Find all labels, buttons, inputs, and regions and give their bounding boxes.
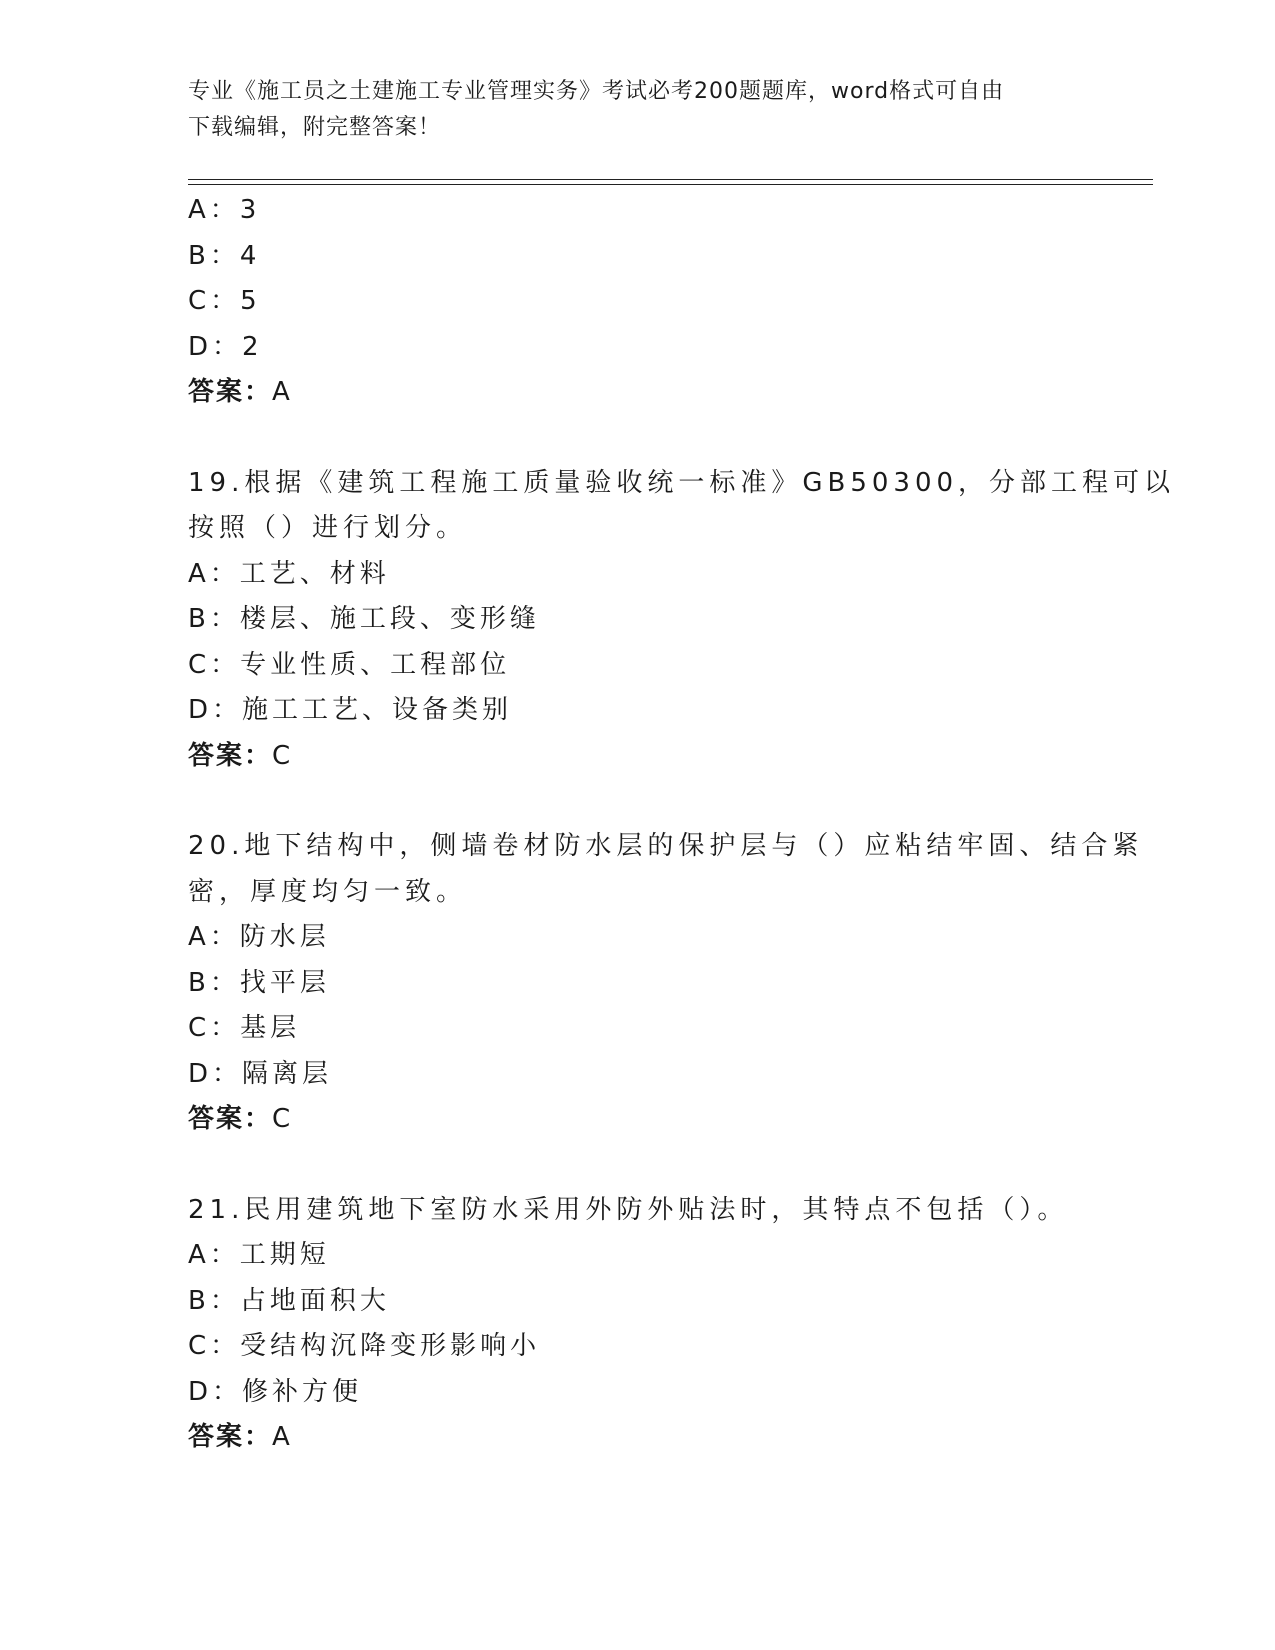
option-d: D：施工工艺、设备类别 [188,695,513,725]
option-a: A：工艺、材料 [188,558,390,589]
header-divider-top [188,179,1153,180]
answer-label: 答案： [188,1422,273,1452]
question-stem-line-2: 按照（）进行划分。 [188,513,468,543]
answer-label: 答案： [188,740,273,771]
header-line-2: 下载编辑，附完整答案！ [188,115,442,140]
option-c: C：5 [188,286,261,316]
answer-label: 答案： [188,1104,273,1134]
answer-line [188,1415,1148,1461]
answer-label: 答案： [188,377,273,407]
question-20 [188,824,1148,1143]
answer-value: A [272,377,291,407]
question-stem-line-1: 21.民用建筑地下室防水采用外防外贴法时，其特点不包括（）。 [188,1194,1069,1225]
question-18 [188,188,1148,416]
answer-line [188,1097,1148,1143]
question-spacer [188,1143,1148,1188]
answer-value: C [272,740,292,771]
answer-line [188,734,1148,780]
option-b: B：找平层 [188,967,330,998]
answer-line [188,370,1148,416]
document-header [188,74,1088,146]
question-stem-line-1: 19.根据《建筑工程施工质量验收统一标准》GB50300，分部工程可以 [188,467,1176,498]
answer-value: A [272,1422,291,1452]
question-21 [188,1188,1148,1461]
question-stem-line-1: 20.地下结构中，侧墙卷材防水层的保护层与（）应粘结牢固、结合紧 [188,831,1144,861]
option-c: C：专业性质、工程部位 [188,649,511,680]
header-divider-bottom [188,184,1153,185]
option-c: C：受结构沉降变形影响小 [188,1331,541,1361]
option-d: D：隔离层 [188,1058,333,1089]
option-a: A：工期短 [188,1240,330,1270]
question-spacer [188,416,1148,461]
header-line-1: 专业《施工员之土建施工专业管理实务》考试必考200题题库，word格式可自由 [188,79,1005,104]
question-stem-line-2: 密，厚度均匀一致。 [188,876,468,907]
answer-value: C [272,1104,292,1134]
question-19 [188,461,1176,780]
option-a: A：3 [188,195,261,225]
option-b: B：4 [188,240,261,271]
option-d: D：修补方便 [188,1376,363,1407]
option-d: D：2 [188,331,263,362]
option-b: B：楼层、施工段、变形缝 [188,604,540,634]
question-list [188,188,1176,1461]
option-c: C：基层 [188,1013,301,1043]
question-spacer [188,779,1148,824]
option-a: A：防水层 [188,922,330,952]
option-b: B：占地面积大 [188,1285,390,1316]
